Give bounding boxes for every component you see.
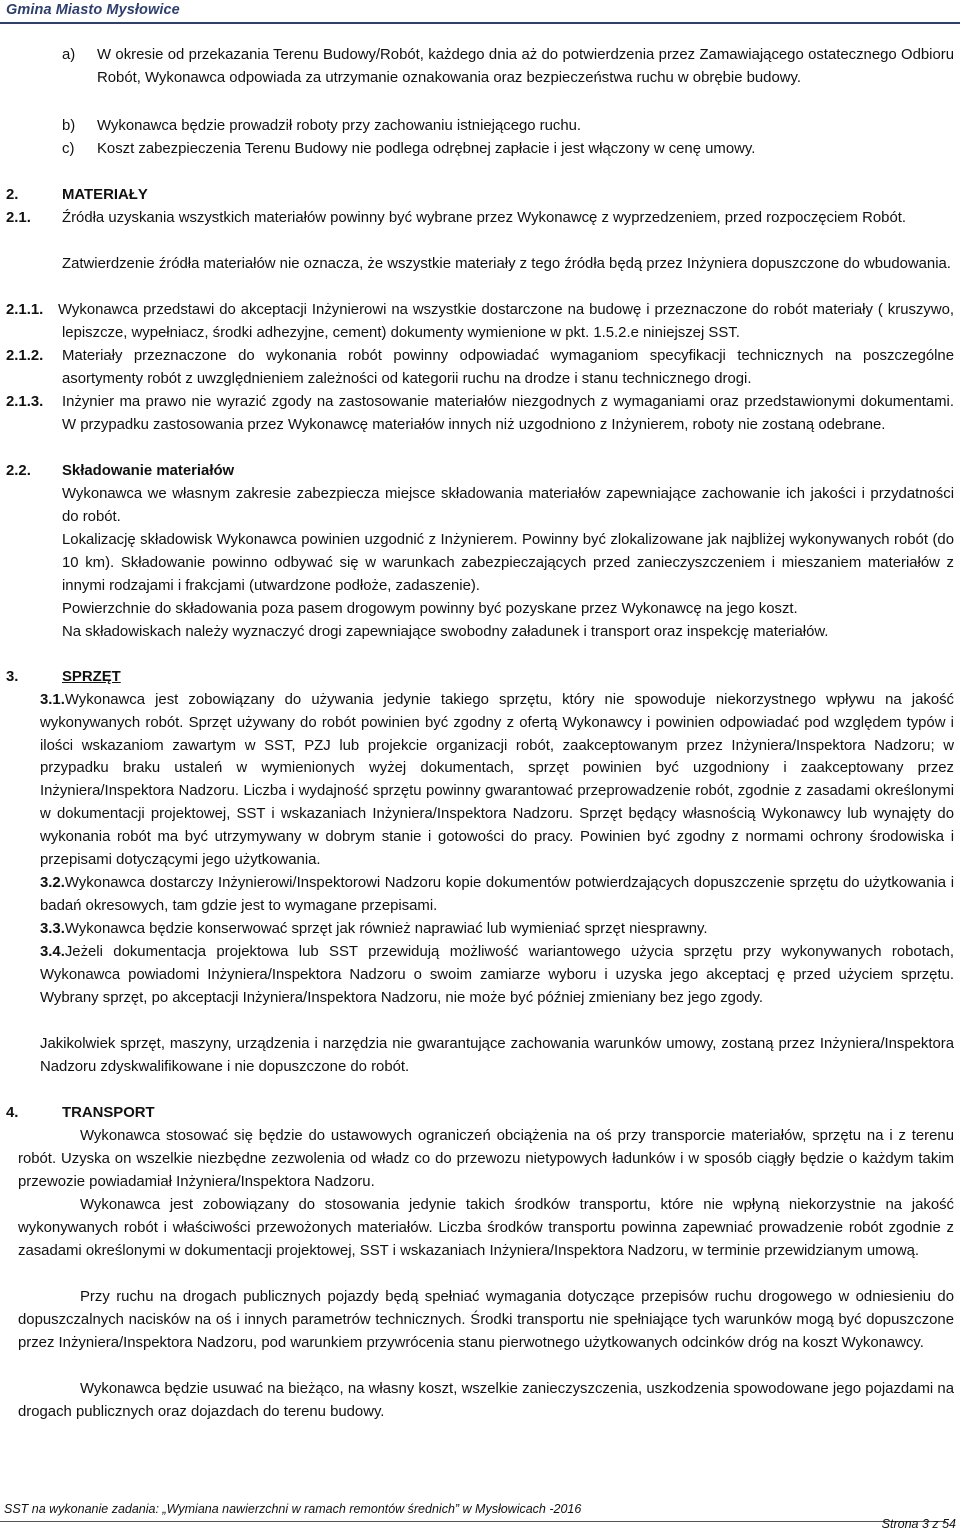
section-3-4-p2: Jakikolwiek sprzęt, maszyny, urządzenia i narzędzia nie gwarantujące zachowania warunków umowy, zostaną przez Inżyniera/Inspektora Nadzoru zdyskwalifikowane i nie dopuszczone do robót. [40,1036,954,1075]
section-3-4-paragraph [40,941,954,1009]
section-4-p1: Wykonawca stosować się będzie do ustawowych ograniczeń obciążenia na oś przy transporcie materiałów, sprzętu na i z terenu robót. Uzyska on wszelkie niezbędne zezwolenia od władz co do przewozu nietypowych ładunków i w sposób ciągły będzie o każdym takim przewozie powiadamiał Inżyniera/Inspektora Nadzoru. [18,1128,954,1190]
item-b-label: b) [62,118,76,134]
item-b-text: Wykonawca będzie prowadził roboty przy zachowaniu istniejącego ruchu. [97,118,582,134]
page-header [0,0,960,22]
section-2-1-number: 2.1. [6,210,31,226]
section-4-p4: Wykonawca będzie usuwać na bieżąco, na własny koszt, wszelkie zanieczyszczenia, uszkodzenia spowodowane jego pojazdami na drogach publicznych oraz dojazdach do terenu budowy. [18,1381,954,1420]
section-3-number: 3. [6,669,19,685]
section-3-2-text: Wykonawca dostarczy Inżynierowi/Inspektorowi Nadzoru kopie dokumentów potwierdzających dopuszczenie sprzętu do użytkowania i badań okresowych, tam gdzie jest to wymagane przepisami. [40,875,954,914]
page-number: Strona 3 z 54 [881,1517,956,1531]
section-2-2-p4: Na składowiskach należy wyznaczyć drogi zapewniające swobodny załadunek i transport oraz inspekcję materiałów. [62,624,829,640]
footer-divider [0,1521,946,1522]
section-2-number: 2. [6,187,19,203]
section-3-3-number: 3.3. [40,921,65,937]
section-3-1-paragraph [40,689,954,871]
section-3-3-text: Wykonawca będzie konserwować sprzęt jak również naprawiać lub wymieniać sprzęt niesprawny. [64,921,708,937]
section-2-1-2-text: Materiały przeznaczone do wykonania robót powinny odpowiadać wymaganiom specyfikacji technicznych na poszczególne asortymenty robót z uwzględnieniem zależności od kategorii ruchu na drodze i stanu technicznego drogi. [62,348,954,387]
section-3-4-number: 3.4. [40,944,65,960]
section-4-number: 4. [6,1105,19,1121]
section-2-1-3-text: Inżynier ma prawo nie wyrazić zgody na zastosowanie materiałów niezgodnych z wymaganiami oraz przedstawionymi dokumentami. W przypadku zastosowania przez Wykonawcę materiałów innych niż uzgodniono z Inżynierem, roboty nie zostaną odebrane. [62,394,954,433]
section-3-1-number: 3.1. [40,692,65,708]
section-2-1-p1: Źródła uzyskania wszystkich materiałów powinny być wybrane przez Wykonawcę z wyprzedzeniem, przed rozpoczęciem Robót. [62,210,907,226]
section-2-2-p1: Wykonawca we własnym zakresie zabezpiecza miejsce składowania materiałów zapewniające zachowanie ich jakości i przydatności do robót. [62,486,954,525]
item-c-label: c) [62,141,75,157]
item-c-text: Koszt zabezpieczenia Terenu Budowy nie podlega odrębnej zapłacie i jest włączony w cenę umowy. [97,141,756,157]
section-4-title: TRANSPORT [62,1105,155,1121]
section-2-1-3-number: 2.1.3. [6,394,44,410]
section-2-2-p2: Lokalizację składowisk Wykonawca powinien uzgodnić z Inżynierem. Powinny być zlokalizowane jak najbliżej wykonywanych robót (do 10 km). Składowanie powinno odbywać się w warunkach zabezpieczających przed zanieczyszczeniem i mieszaniem materiałów z innymi rodzajami i frakcjami (utwardzone podłoże, zadaszenie). [62,532,954,594]
item-a-label: a) [62,47,76,63]
header-divider [0,22,960,24]
section-2-2-number: 2.2. [6,463,31,479]
section-2-title: MATERIAŁY [62,187,148,203]
header-title: Gmina Miasto Mysłowice [6,2,180,18]
section-2-1-1-number: 2.1.1. [6,302,44,318]
item-a-text: W okresie od przekazania Terenu Budowy/Robót, każdego dnia aż do potwierdzenia przez Zamawiającego ostatecznego Odbioru Robót, Wykonawca odpowiada za utrzymanie oznakowania oraz bezpieczeństwa ruchu w obrębie budowy. [97,47,954,86]
section-4-p2: Wykonawca jest zobowiązany do stosowania jedynie takich środków transportu, które nie wpłyną niekorzystnie na jakość wykonywanych robót i właściwości przewożonych materiałów. Liczba środków transportu powinna zapewniać prowadzenie robót zgodnie z zasadami określonymi w dokumentacji projektowej, SST i wskazaniach Inżyniera/Inspektora Nadzoru, w terminie przewidzianym umową. [18,1197,954,1259]
section-2-1-1-text: Wykonawca przedstawi do akceptacji Inżynierowi na wszystkie dostarczone na budowę i przeznaczone do robót materiały ( kruszywo, lepiszcze, wypełniacz, środki adhezyjne, cement) dokumenty wymienione w pkt. 1.5.2.e niniejszej SST. [58,302,954,341]
section-3-title: SPRZĘT [62,669,121,685]
section-2-1-2-number: 2.1.2. [6,348,44,364]
section-2-2-title: Składowanie materiałów [62,463,235,479]
section-3-2-paragraph [40,872,954,918]
section-3-4-text: Jeżeli dokumentacja projektowa lub SST przewidują możliwość wariantowego użycia sprzętu przy wykonywanych robotach, Wykonawca powiadomi Inżyniera/Inspektora Nadzoru o swoim zamiarze wyboru i uzyska jego akceptacj ę przed użyciem sprzętu. Wybrany sprzęt, po akceptacji Inżyniera/Inspektora Nadzoru, nie może być później zmieniany bez jego zgody. [40,944,954,1006]
section-3-1-text: Wykonawca jest zobowiązany do używania jedynie takiego sprzętu, który nie spowoduje niekorzystnego wpływu na jakość wykonywanych robót. Sprzęt używany do robót powinien być zgodny z ofertą Wykonawcy i powinien odpowiadać pod względem typów i ilości wskazaniom zawartym w SST, PZJ lub projekcie organizacji robót, zaakceptowanym przez Inżyniera/Inspektora Nadzoru; w przypadku braku ustaleń w wymienionych wyżej dokumentach, sprzęt powinien być uzgodniony i zaakceptowany przez Inżyniera/Inspektora Nadzoru. Liczba i wydajność sprzętu powinny gwarantować przeprowadzenie robót, zgodnie z zasadami określonymi w dokumentacji projektowej, SST i wskazaniach Inżyniera/Inspektora Nadzoru. Sprzęt będący własnością Wykonawcy lub wynajęty do wykonania robót ma być utrzymywany w dobrym stanie i gotowości do pracy. Powinien być zgodny z normami ochrony środowiska i przepisami dotyczącymi jego użytkowania. [40,692,954,868]
section-2-2-p3: Powierzchnie do składowania poza pasem drogowym powinny być pozyskane przez Wykonawcę na jego koszt. [62,601,798,617]
section-2-1-p2: Zatwierdzenie źródła materiałów nie oznacza, że wszystkie materiały z tego źródła będą przez Inżyniera dopuszczone do wbudowania. [62,256,951,272]
section-3-2-number: 3.2. [40,875,65,891]
footer-text: SST na wykonanie zadania: „Wymiana nawierzchni w ramach remontów średnich” w Mysłowicach -2016 [4,1502,582,1516]
section-4-p3: Przy ruchu na drogach publicznych pojazdy będą spełniać wymagania dotyczące przepisów ruchu drogowego w odniesieniu do dopuszczalnych nacisków na oś i innych parametrów technicznych. Środki transportu nie spełniające tych warunków mogą być dopuszczone przez Inżyniera/Inspektora Nadzoru, pod warunkiem przywrócenia stanu pierwotnego użytkowanych odcinków dróg na koszt Wykonawcy. [18,1289,954,1351]
section-3-3-paragraph [40,918,954,941]
